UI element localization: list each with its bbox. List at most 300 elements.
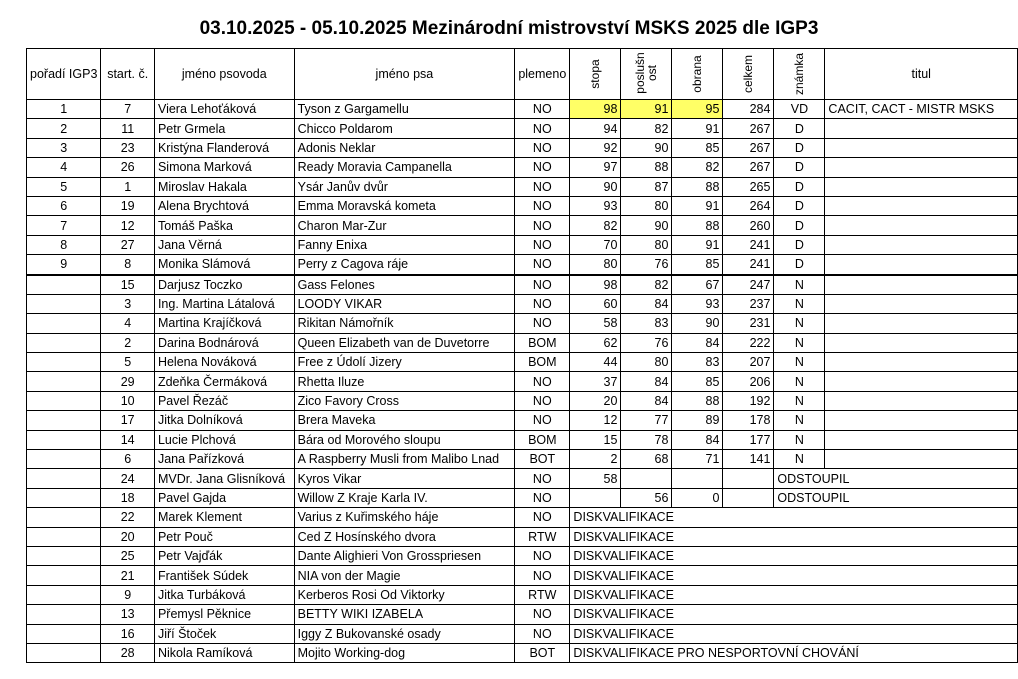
cell-rank xyxy=(27,372,101,391)
cell-rank xyxy=(27,469,101,488)
cell-rank xyxy=(27,585,101,604)
cell-obrana: 91 xyxy=(672,196,723,215)
cell-start: 12 xyxy=(101,216,155,235)
cell-stopa: 97 xyxy=(570,158,621,177)
cell-start: 10 xyxy=(101,391,155,410)
cell-celkem xyxy=(723,488,774,507)
cell-rank: 2 xyxy=(27,119,101,138)
cell-rank xyxy=(27,391,101,410)
cell-breed: NO xyxy=(515,138,570,157)
cell-poslusnost: 83 xyxy=(621,314,672,333)
cell-breed: NO xyxy=(515,314,570,333)
cell-handler: Nikola Ramíková xyxy=(154,643,294,662)
cell-poslusnost: 80 xyxy=(621,235,672,254)
cell-stopa: 12 xyxy=(570,411,621,430)
cell-stopa: 80 xyxy=(570,255,621,275)
cell-status-note: DISKVALIFIKACE xyxy=(570,624,1018,643)
cell-handler: Simona Marková xyxy=(154,158,294,177)
table-row xyxy=(27,430,1018,449)
cell-dog: Gass Felones xyxy=(294,275,515,295)
cell-dog: Perry z Cagova ráje xyxy=(294,255,515,275)
cell-celkem: 192 xyxy=(723,391,774,410)
cell-celkem: 207 xyxy=(723,353,774,372)
cell-rank xyxy=(27,546,101,565)
cell-poslusnost: 84 xyxy=(621,372,672,391)
header-poslusnost: poslušn ost xyxy=(621,49,672,100)
cell-start: 25 xyxy=(101,546,155,565)
cell-obrana: 85 xyxy=(672,255,723,275)
cell-handler: Lucie Plchová xyxy=(154,430,294,449)
cell-dog: Kyros Vikar xyxy=(294,469,515,488)
cell-breed: BOT xyxy=(515,450,570,469)
cell-handler: Jitka Turbáková xyxy=(154,585,294,604)
cell-titul xyxy=(825,294,1018,313)
cell-stopa: 58 xyxy=(570,314,621,333)
cell-dog: Iggy Z Bukovanské osady xyxy=(294,624,515,643)
cell-poslusnost: 90 xyxy=(621,138,672,157)
header-handler: jméno psovoda xyxy=(154,49,294,100)
cell-handler: Pavel Řezáč xyxy=(154,391,294,410)
table-row xyxy=(27,177,1018,196)
cell-handler: Petr Grmela xyxy=(154,119,294,138)
cell-rank: 7 xyxy=(27,216,101,235)
table-row xyxy=(27,546,1018,565)
cell-rank xyxy=(27,275,101,295)
cell-znamka: N xyxy=(774,411,825,430)
cell-dog: A Raspberry Musli from Malibo Lnad xyxy=(294,450,515,469)
cell-poslusnost: 80 xyxy=(621,353,672,372)
cell-handler: Jana Věrná xyxy=(154,235,294,254)
cell-celkem: 267 xyxy=(723,158,774,177)
cell-obrana: 84 xyxy=(672,333,723,352)
cell-poslusnost: 76 xyxy=(621,333,672,352)
header-znamka: známka xyxy=(774,49,825,100)
cell-breed: RTW xyxy=(515,527,570,546)
cell-breed: NO xyxy=(515,469,570,488)
cell-celkem xyxy=(723,469,774,488)
cell-dog: Ysár Janův dvůr xyxy=(294,177,515,196)
cell-titul xyxy=(825,177,1018,196)
cell-stopa xyxy=(570,488,621,507)
cell-celkem: 206 xyxy=(723,372,774,391)
cell-rank xyxy=(27,643,101,662)
cell-handler: MVDr. Jana Glisníková xyxy=(154,469,294,488)
cell-handler: František Súdek xyxy=(154,566,294,585)
cell-breed: NO xyxy=(515,624,570,643)
cell-handler: Petr Pouč xyxy=(154,527,294,546)
cell-handler: Kristýna Flanderová xyxy=(154,138,294,157)
cell-rank xyxy=(27,450,101,469)
header-celkem: celkem xyxy=(723,49,774,100)
cell-rank xyxy=(27,353,101,372)
table-row xyxy=(27,196,1018,215)
cell-start: 11 xyxy=(101,119,155,138)
cell-poslusnost: 88 xyxy=(621,158,672,177)
cell-titul xyxy=(825,353,1018,372)
cell-start: 24 xyxy=(101,469,155,488)
cell-dog: LOODY VIKAR xyxy=(294,294,515,313)
cell-dog: Ready Moravia Campanella xyxy=(294,158,515,177)
cell-start: 22 xyxy=(101,508,155,527)
cell-status-note: DISKVALIFIKACE xyxy=(570,546,1018,565)
cell-breed: NO xyxy=(515,391,570,410)
cell-start: 7 xyxy=(101,100,155,119)
cell-znamka: N xyxy=(774,430,825,449)
cell-poslusnost: 84 xyxy=(621,294,672,313)
cell-dog: Emma Moravská kometa xyxy=(294,196,515,215)
cell-rank: 4 xyxy=(27,158,101,177)
cell-start: 1 xyxy=(101,177,155,196)
cell-obrana: 67 xyxy=(672,275,723,295)
cell-znamka: D xyxy=(774,138,825,157)
cell-obrana: 88 xyxy=(672,391,723,410)
cell-status-note: DISKVALIFIKACE xyxy=(570,527,1018,546)
table-row xyxy=(27,391,1018,410)
table-row xyxy=(27,508,1018,527)
cell-celkem: 241 xyxy=(723,255,774,275)
table-row xyxy=(27,585,1018,604)
table-row xyxy=(27,469,1018,488)
cell-handler: Martina Krajíčková xyxy=(154,314,294,333)
cell-status-note: DISKVALIFIKACE PRO NESPORTOVNÍ CHOVÁNÍ xyxy=(570,643,1018,662)
cell-dog: Chicco Poldarom xyxy=(294,119,515,138)
cell-celkem: 141 xyxy=(723,450,774,469)
cell-poslusnost: 56 xyxy=(621,488,672,507)
cell-znamka: N xyxy=(774,391,825,410)
table-row xyxy=(27,255,1018,275)
cell-handler: Jana Pařízková xyxy=(154,450,294,469)
cell-breed: NO xyxy=(515,196,570,215)
cell-breed: NO xyxy=(515,255,570,275)
cell-celkem: 241 xyxy=(723,235,774,254)
cell-breed: NO xyxy=(515,235,570,254)
cell-handler: Ing. Martina Látalová xyxy=(154,294,294,313)
cell-start: 19 xyxy=(101,196,155,215)
cell-poslusnost: 84 xyxy=(621,391,672,410)
cell-handler: Marek Klement xyxy=(154,508,294,527)
cell-rank xyxy=(27,333,101,352)
cell-titul xyxy=(825,391,1018,410)
results-table xyxy=(26,48,1018,663)
cell-breed: NO xyxy=(515,605,570,624)
cell-dog: Willow Z Kraje Karla IV. xyxy=(294,488,515,507)
cell-handler: Pavel Gajda xyxy=(154,488,294,507)
cell-znamka: D xyxy=(774,158,825,177)
cell-start: 18 xyxy=(101,488,155,507)
cell-celkem: 260 xyxy=(723,216,774,235)
cell-status-note: DISKVALIFIKACE xyxy=(570,508,1018,527)
cell-obrana: 85 xyxy=(672,372,723,391)
cell-obrana: 89 xyxy=(672,411,723,430)
cell-obrana: 83 xyxy=(672,353,723,372)
cell-rank xyxy=(27,411,101,430)
cell-breed: NO xyxy=(515,546,570,565)
cell-breed: BOM xyxy=(515,430,570,449)
cell-stopa: 98 xyxy=(570,275,621,295)
table-row xyxy=(27,158,1018,177)
cell-obrana: 84 xyxy=(672,430,723,449)
cell-obrana: 93 xyxy=(672,294,723,313)
cell-start: 9 xyxy=(101,585,155,604)
cell-poslusnost: 82 xyxy=(621,119,672,138)
cell-znamka: D xyxy=(774,255,825,275)
cell-handler: Zdeňka Čermáková xyxy=(154,372,294,391)
cell-start: 21 xyxy=(101,566,155,585)
table-row xyxy=(27,119,1018,138)
cell-breed: NO xyxy=(515,411,570,430)
cell-breed: NO xyxy=(515,294,570,313)
cell-obrana: 71 xyxy=(672,450,723,469)
cell-start: 3 xyxy=(101,294,155,313)
cell-znamka: D xyxy=(774,196,825,215)
cell-start: 5 xyxy=(101,353,155,372)
cell-dog: Brera Maveka xyxy=(294,411,515,430)
cell-obrana: 90 xyxy=(672,314,723,333)
header-start: start. č. xyxy=(101,49,155,100)
cell-znamka: N xyxy=(774,372,825,391)
cell-start: 28 xyxy=(101,643,155,662)
table-row xyxy=(27,624,1018,643)
cell-status-note: DISKVALIFIKACE xyxy=(570,585,1018,604)
cell-dog: Rhetta Iluze xyxy=(294,372,515,391)
cell-celkem: 177 xyxy=(723,430,774,449)
cell-breed: NO xyxy=(515,177,570,196)
cell-handler: Viera Lehoťáková xyxy=(154,100,294,119)
table-row xyxy=(27,314,1018,333)
cell-breed: NO xyxy=(515,275,570,295)
cell-start: 4 xyxy=(101,314,155,333)
cell-rank: 5 xyxy=(27,177,101,196)
cell-znamka: D xyxy=(774,119,825,138)
cell-dog: Rikitan Námořník xyxy=(294,314,515,333)
cell-rank xyxy=(27,430,101,449)
cell-znamka: N xyxy=(774,314,825,333)
cell-handler: Přemysl Pěknice xyxy=(154,605,294,624)
cell-handler: Jiří Štoček xyxy=(154,624,294,643)
cell-handler: Monika Slámová xyxy=(154,255,294,275)
cell-breed: BOT xyxy=(515,643,570,662)
cell-rank: 6 xyxy=(27,196,101,215)
cell-celkem: 237 xyxy=(723,294,774,313)
cell-breed: NO xyxy=(515,216,570,235)
cell-titul xyxy=(825,372,1018,391)
cell-breed: NO xyxy=(515,488,570,507)
cell-stopa: 15 xyxy=(570,430,621,449)
cell-stopa: 92 xyxy=(570,138,621,157)
cell-rank xyxy=(27,314,101,333)
table-row xyxy=(27,235,1018,254)
cell-withdrawn: ODSTOUPIL xyxy=(774,469,1018,488)
cell-breed: NO xyxy=(515,566,570,585)
cell-dog: Varius z Kuřimského háje xyxy=(294,508,515,527)
cell-breed: NO xyxy=(515,508,570,527)
cell-stopa: 58 xyxy=(570,469,621,488)
cell-celkem: 178 xyxy=(723,411,774,430)
cell-rank: 9 xyxy=(27,255,101,275)
cell-rank xyxy=(27,566,101,585)
cell-titul xyxy=(825,119,1018,138)
cell-poslusnost: 76 xyxy=(621,255,672,275)
cell-start: 2 xyxy=(101,333,155,352)
cell-dog: Dante Alighieri Von Grosspriesen xyxy=(294,546,515,565)
cell-znamka: N xyxy=(774,450,825,469)
cell-celkem: 265 xyxy=(723,177,774,196)
header-obrana: obrana xyxy=(672,49,723,100)
cell-celkem: 284 xyxy=(723,100,774,119)
cell-poslusnost: 91 xyxy=(621,100,672,119)
cell-celkem: 222 xyxy=(723,333,774,352)
header-breed: plemeno xyxy=(515,49,570,100)
cell-titul xyxy=(825,196,1018,215)
cell-titul xyxy=(825,314,1018,333)
cell-dog: Tyson z Gargamellu xyxy=(294,100,515,119)
cell-rank: 1 xyxy=(27,100,101,119)
cell-titul xyxy=(825,411,1018,430)
cell-obrana: 88 xyxy=(672,216,723,235)
cell-start: 15 xyxy=(101,275,155,295)
cell-dog: Bára od Morového sloupu xyxy=(294,430,515,449)
cell-znamka: D xyxy=(774,235,825,254)
cell-poslusnost: 68 xyxy=(621,450,672,469)
cell-start: 29 xyxy=(101,372,155,391)
cell-obrana: 88 xyxy=(672,177,723,196)
cell-breed: NO xyxy=(515,372,570,391)
cell-stopa: 70 xyxy=(570,235,621,254)
cell-status-note: DISKVALIFIKACE xyxy=(570,605,1018,624)
cell-breed: BOM xyxy=(515,353,570,372)
cell-poslusnost: 82 xyxy=(621,275,672,295)
cell-start: 27 xyxy=(101,235,155,254)
header-stopa: stopa xyxy=(570,49,621,100)
cell-handler: Jitka Dolníková xyxy=(154,411,294,430)
cell-stopa: 98 xyxy=(570,100,621,119)
cell-titul xyxy=(825,138,1018,157)
cell-rank xyxy=(27,605,101,624)
cell-celkem: 264 xyxy=(723,196,774,215)
table-row xyxy=(27,333,1018,352)
cell-poslusnost: 77 xyxy=(621,411,672,430)
cell-znamka: N xyxy=(774,333,825,352)
table-row xyxy=(27,100,1018,119)
cell-rank xyxy=(27,508,101,527)
cell-start: 8 xyxy=(101,255,155,275)
cell-handler: Darjusz Toczko xyxy=(154,275,294,295)
cell-dog: Kerberos Rosi Od Viktorky xyxy=(294,585,515,604)
cell-titul: CACIT, CACT - MISTR MSKS xyxy=(825,100,1018,119)
cell-dog: Free z Údolí Jizery xyxy=(294,353,515,372)
cell-dog: BETTY WIKI IZABELA xyxy=(294,605,515,624)
cell-stopa: 44 xyxy=(570,353,621,372)
cell-handler: Petr Vajďák xyxy=(154,546,294,565)
cell-celkem: 267 xyxy=(723,119,774,138)
page-title: 03.10.2025 - 05.10.2025 Mezinárodní mistrovství MSKS 2025 dle IGP3 xyxy=(199,18,819,39)
cell-start: 16 xyxy=(101,624,155,643)
cell-titul xyxy=(825,430,1018,449)
table-row xyxy=(27,275,1018,295)
cell-start: 17 xyxy=(101,411,155,430)
cell-handler: Miroslav Hakala xyxy=(154,177,294,196)
cell-dog: NIA von der Magie xyxy=(294,566,515,585)
cell-poslusnost: 78 xyxy=(621,430,672,449)
cell-titul xyxy=(825,255,1018,275)
table-row xyxy=(27,353,1018,372)
cell-znamka: VD xyxy=(774,100,825,119)
cell-stopa: 90 xyxy=(570,177,621,196)
cell-stopa: 62 xyxy=(570,333,621,352)
cell-breed: NO xyxy=(515,119,570,138)
cell-obrana: 0 xyxy=(672,488,723,507)
cell-dog: Mojito Working-dog xyxy=(294,643,515,662)
table-row xyxy=(27,450,1018,469)
cell-poslusnost xyxy=(621,469,672,488)
cell-start: 14 xyxy=(101,430,155,449)
cell-start: 20 xyxy=(101,527,155,546)
cell-rank xyxy=(27,527,101,546)
cell-start: 26 xyxy=(101,158,155,177)
cell-obrana xyxy=(672,469,723,488)
cell-breed: NO xyxy=(515,158,570,177)
cell-status-note: DISKVALIFIKACE xyxy=(570,566,1018,585)
cell-poslusnost: 80 xyxy=(621,196,672,215)
cell-dog: Queen Elizabeth van de Duvetorre xyxy=(294,333,515,352)
table-row xyxy=(27,527,1018,546)
table-row xyxy=(27,605,1018,624)
table-row xyxy=(27,138,1018,157)
cell-poslusnost: 87 xyxy=(621,177,672,196)
cell-rank xyxy=(27,624,101,643)
cell-rank xyxy=(27,294,101,313)
cell-titul xyxy=(825,235,1018,254)
cell-celkem: 267 xyxy=(723,138,774,157)
cell-celkem: 231 xyxy=(723,314,774,333)
cell-stopa: 82 xyxy=(570,216,621,235)
cell-stopa: 60 xyxy=(570,294,621,313)
cell-titul xyxy=(825,216,1018,235)
cell-rank: 8 xyxy=(27,235,101,254)
cell-znamka: N xyxy=(774,294,825,313)
table-row xyxy=(27,643,1018,662)
header-row xyxy=(27,49,1018,100)
table-row xyxy=(27,566,1018,585)
cell-handler: Tomáš Paška xyxy=(154,216,294,235)
header-rank: pořadí IGP3 xyxy=(27,49,101,100)
cell-stopa: 93 xyxy=(570,196,621,215)
header-dog: jméno psa xyxy=(294,49,515,100)
cell-znamka: N xyxy=(774,275,825,295)
cell-poslusnost: 90 xyxy=(621,216,672,235)
cell-start: 23 xyxy=(101,138,155,157)
cell-stopa: 2 xyxy=(570,450,621,469)
cell-breed: RTW xyxy=(515,585,570,604)
cell-obrana: 91 xyxy=(672,235,723,254)
table-row xyxy=(27,294,1018,313)
cell-titul xyxy=(825,158,1018,177)
cell-obrana: 95 xyxy=(672,100,723,119)
cell-start: 13 xyxy=(101,605,155,624)
cell-stopa: 37 xyxy=(570,372,621,391)
table-row xyxy=(27,372,1018,391)
cell-breed: BOM xyxy=(515,333,570,352)
cell-titul xyxy=(825,333,1018,352)
cell-obrana: 82 xyxy=(672,158,723,177)
cell-dog: Charon Mar-Zur xyxy=(294,216,515,235)
cell-dog: Ced Z Hosínského dvora xyxy=(294,527,515,546)
cell-titul xyxy=(825,275,1018,295)
cell-titul xyxy=(825,450,1018,469)
table-row xyxy=(27,411,1018,430)
cell-rank: 3 xyxy=(27,138,101,157)
cell-dog: Zico Favory Cross xyxy=(294,391,515,410)
